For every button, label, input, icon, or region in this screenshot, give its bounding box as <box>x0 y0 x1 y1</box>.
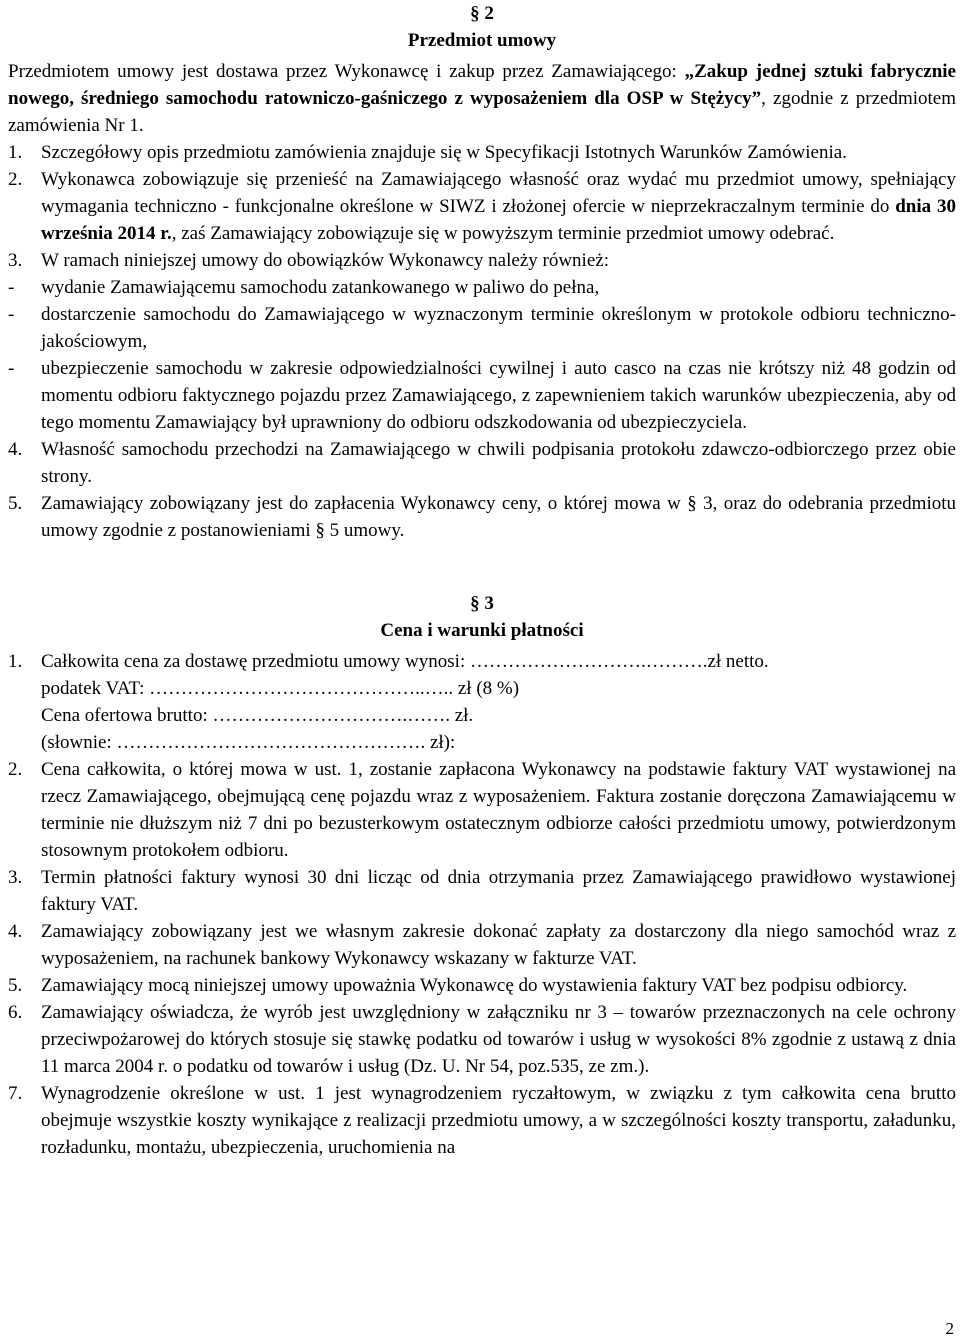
dash-bullet: - <box>8 358 15 379</box>
section-3-title: Cena i warunki płatności <box>380 620 584 641</box>
intro-bold-subject: „Zakup jednej sztuki fabrycznie nowego, średniego samochodu ratowniczo-gaśniczego z wyposażeniem dla OSP w Stężycy” <box>8 61 956 109</box>
dash-bullet: - <box>8 277 15 298</box>
section-3-number: § 3 <box>470 593 494 614</box>
gross-price-line: Cena ofertowa brutto: ………………………….……. zł. <box>41 705 474 726</box>
dash-item <box>8 274 956 301</box>
document-page <box>8 0 956 1161</box>
dash-text: ubezpieczenie samochodu w zakresie odpowiedzialności cywilnej i auto casco na czas nie krótszy niż 48 godzin od momentu odbioru faktycznego pojazdu przez Zamawiającego, z zapewnieniem takich warunków ubezpieczenia, aby od tego momentu Zamawiający był uprawniony do odbioru odszkodowania od ubezpieczyciela. <box>41 358 956 433</box>
item-text: Szczegółowy opis przedmiotu zamówienia znajduje się w Specyfikacji Istotnych Warunków Zamówienia. <box>41 142 847 163</box>
section-2-number: § 2 <box>470 3 494 24</box>
dash-bullet: - <box>8 304 15 325</box>
section-2-item-5 <box>8 490 956 544</box>
item-number: 5. <box>8 975 23 996</box>
item-number: 1. <box>8 651 23 672</box>
dash-item <box>8 355 956 436</box>
section-2-item-1 <box>8 139 956 166</box>
section-3-item-4 <box>8 918 956 972</box>
item-text: Wynagrodzenie określone w ust. 1 jest wynagrodzeniem ryczałtowym, w związku z tym całkowita cena brutto obejmuje wszystkie koszty wynikające z realizacji przedmiotu umowy, a w szczególności koszty transportu, załadunku, rozładunku, montażu, ubezpieczenia, uruchomienia na <box>41 1083 956 1158</box>
item-text <box>41 648 956 756</box>
item-number: 6. <box>8 1002 23 1023</box>
item-text: W ramach niniejszej umowy do obowiązków Wykonawcy należy również: <box>41 250 609 271</box>
item-text: Termin płatności faktury wynosi 30 dni licząc od dnia otrzymania przez Zamawiającego prawidłowo wystawionej faktury VAT. <box>41 867 956 915</box>
item-number: 3. <box>8 867 23 888</box>
dash-text: dostarczenie samochodu do Zamawiającego w wyznaczonym terminie określonym w protokole odbioru techniczno-jakościowym, <box>41 304 956 352</box>
deadline-date: dnia 30 września 2014 r. <box>41 196 956 244</box>
vat-line: podatek VAT: ……………………………………..….. zł (8 %) <box>41 678 520 699</box>
dash-text: wydanie Zamawiającemu samochodu zatankowanego w paliwo do pełna, <box>41 277 600 298</box>
section-3-item-7 <box>8 1080 956 1161</box>
section-3-item-6 <box>8 999 956 1080</box>
section-2-title: Przedmiot umowy <box>407 30 557 51</box>
section-2-item-4 <box>8 436 956 490</box>
section-3-item-3 <box>8 864 956 918</box>
intro-text-end: , zgodnie z przedmiotem zamówienia Nr 1. <box>8 88 956 136</box>
item-number: 4. <box>8 439 23 460</box>
section-2-item-2 <box>8 166 956 247</box>
item-text: Zamawiający mocą niniejszej umowy upoważnia Wykonawcę do wystawienia faktury VAT bez podpisu odbiorcy. <box>41 975 908 996</box>
item-text: Zamawiający oświadcza, że wyrób jest uwzględniony w załączniku nr 3 – towarów przeznaczonych na cele ochrony przeciwpożarowej do których stosuje się stawkę podatku od towarów i usług w wysokości 8% zgodnie z ustawą z dnia 11 marca 2004 r. o podatku od towarów i usług (Dz. U. Nr 54, poz.535, ze zm.). <box>41 1002 956 1077</box>
item-number: 7. <box>8 1083 23 1104</box>
item-number: 1. <box>8 142 23 163</box>
section-2-intro <box>8 58 956 139</box>
item-text: Zamawiający zobowiązany jest we własnym zakresie dokonać zapłaty za dostarczony dla niego samochód wraz z wyposażeniem, na rachunek bankowy Wykonawcy wskazany w fakturze VAT. <box>41 921 956 969</box>
section-3-item-1 <box>8 648 956 756</box>
item-number: 5. <box>8 493 23 514</box>
section-2-item-3 <box>8 247 956 274</box>
item-number: 4. <box>8 921 23 942</box>
item-text <box>41 166 956 247</box>
item-text: Zamawiający zobowiązany jest do zapłacenia Wykonawcy ceny, o której mowa w § 3, oraz do odebrania przedmiotu umowy zgodnie z postanowieniami § 5 umowy. <box>41 493 956 541</box>
section-3-item-5 <box>8 972 956 999</box>
item-text: Cena całkowita, o której mowa w ust. 1, zostanie zapłacona Wykonawcy na podstawie faktury VAT wystawionej na rzecz Zamawiającego, obejmującą cenę pojazdu wraz z wyposażeniem. Faktura zostanie doręczona Zamawiającemu w terminie nie dłuższym niż 7 dni po bezusterkowym ostatecznym odbiorze całości przedmiotu umowy, potwierdzonym stosownym protokołem odbioru. <box>41 759 956 861</box>
item-number: 2. <box>8 759 23 780</box>
item-text: Własność samochodu przechodzi na Zamawiającego w chwili podpisania protokołu zdawczo-odbiorczego przez obie strony. <box>41 439 956 487</box>
intro-text: Przedmiotem umowy jest dostawa przez Wykonawcę i zakup przez Zamawiającego: <box>8 61 685 82</box>
net-price-line: Całkowita cena za dostawę przedmiotu umowy wynosi: ……………………….……….zł netto. <box>41 651 769 672</box>
dash-item <box>8 301 956 355</box>
item-number: 2. <box>8 169 23 190</box>
price-in-words-line: (słownie: …………………………………………. zł): <box>41 732 456 753</box>
page-number: 2 <box>945 1319 954 1338</box>
item-text-part: , zaś Zamawiający zobowiązuje się w powyższym terminie przedmiot umowy odebrać. <box>171 223 835 244</box>
item-text-part: Wykonawca zobowiązuje się przenieść na Zamawiającego własność oraz wydać mu przedmiot umowy, spełniający wymagania techniczno - funkcjonalne określone w SIWZ i złożonej ofercie w nieprzekraczalnym terminie do <box>41 169 956 217</box>
section-3-item-2 <box>8 756 956 864</box>
item-number: 3. <box>8 250 23 271</box>
section-spacer <box>8 544 956 590</box>
